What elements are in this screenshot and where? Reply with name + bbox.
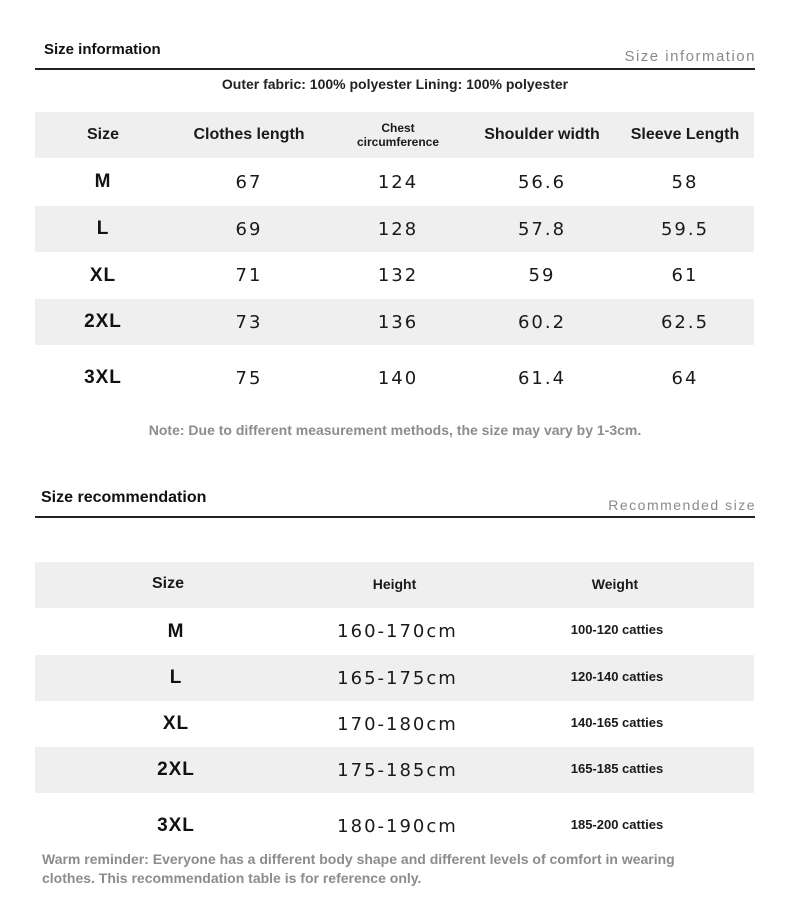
rec-header-height: Height — [372, 576, 417, 592]
rec-row-size: M — [167, 620, 185, 642]
row-length: 69 — [235, 218, 263, 240]
rec-row-weight: 165-185 catties — [570, 760, 664, 776]
row-sleeve: 58 — [671, 171, 699, 193]
size-info-subtitle: Size information — [624, 48, 756, 65]
rec-row-height: 160-170cm — [337, 621, 458, 642]
header-shoulder-width: Shoulder width — [484, 126, 600, 143]
row-chest: 140 — [377, 367, 419, 389]
header-clothes-length: Clothes length — [193, 126, 305, 143]
row-chest: 132 — [377, 265, 419, 286]
row-sleeve: 59.5 — [660, 218, 710, 240]
row-shoulder: 60.2 — [517, 311, 567, 333]
rec-row-size: 3XL — [157, 815, 195, 836]
row-shoulder: 57.8 — [517, 218, 567, 240]
row-size: 2XL — [84, 311, 122, 332]
row-sleeve: 61 — [671, 265, 699, 286]
rec-row-height: 175-185cm — [337, 759, 458, 781]
row-length: 75 — [235, 367, 263, 389]
row-chest: 136 — [377, 311, 419, 333]
row-size: 3XL — [84, 367, 122, 388]
row-length: 73 — [235, 311, 263, 333]
size-rec-title: Size recommendation — [41, 489, 207, 506]
rec-header-size: Size — [151, 575, 184, 592]
rec-row-weight: 185-200 catties — [570, 816, 664, 832]
rec-row-size: XL — [162, 713, 190, 734]
rec-row-size: L — [169, 667, 183, 688]
header-size: Size — [86, 126, 119, 143]
row-shoulder: 61.4 — [517, 367, 567, 389]
rec-row-weight: 120-140 catties — [570, 668, 664, 684]
row-size: XL — [89, 264, 117, 286]
row-chest: 128 — [377, 218, 419, 240]
warm-reminder-line1: Warm reminder: Everyone has a different body shape and different levels of comfort in wearing — [42, 851, 675, 867]
header-chest-line1: Chest — [381, 121, 415, 135]
rec-header-weight: Weight — [591, 576, 639, 592]
warm-reminder-line2: clothes. This recommendation table is for reference only. — [42, 870, 422, 886]
header-sleeve-length: Sleeve Length — [630, 126, 740, 143]
size-rec-subtitle: Recommended size — [608, 497, 756, 513]
rec-row-height: 165-175cm — [337, 667, 458, 689]
row-shoulder: 56.6 — [517, 171, 567, 193]
size-info-title: Size information — [44, 41, 161, 58]
row-length: 67 — [235, 171, 263, 193]
row-length: 71 — [235, 265, 263, 286]
fabric-composition: Outer fabric: 100% polyester Lining: 100% polyester — [221, 76, 569, 92]
size-rec-divider — [35, 516, 755, 518]
row-chest: 124 — [377, 171, 419, 193]
rec-row-weight: 140-165 catties — [570, 714, 664, 730]
row-size: L — [96, 218, 110, 239]
rec-row-size: 2XL — [157, 759, 195, 780]
rec-row-height: 170-180cm — [337, 713, 458, 735]
row-shoulder: 59 — [528, 265, 556, 286]
size-info-divider — [35, 68, 755, 70]
rec-row-height: 180-190cm — [337, 815, 458, 837]
row-size: M — [94, 171, 112, 192]
warm-reminder — [42, 850, 762, 888]
header-chest-line2: circumference — [356, 135, 440, 149]
row-sleeve: 62.5 — [660, 311, 710, 333]
header-chest — [327, 112, 469, 158]
measurement-note: Note: Due to different measurement methods, the size may vary by 1-3cm. — [148, 422, 642, 438]
row-sleeve: 64 — [671, 367, 699, 389]
rec-row-weight: 100-120 catties — [570, 622, 664, 637]
